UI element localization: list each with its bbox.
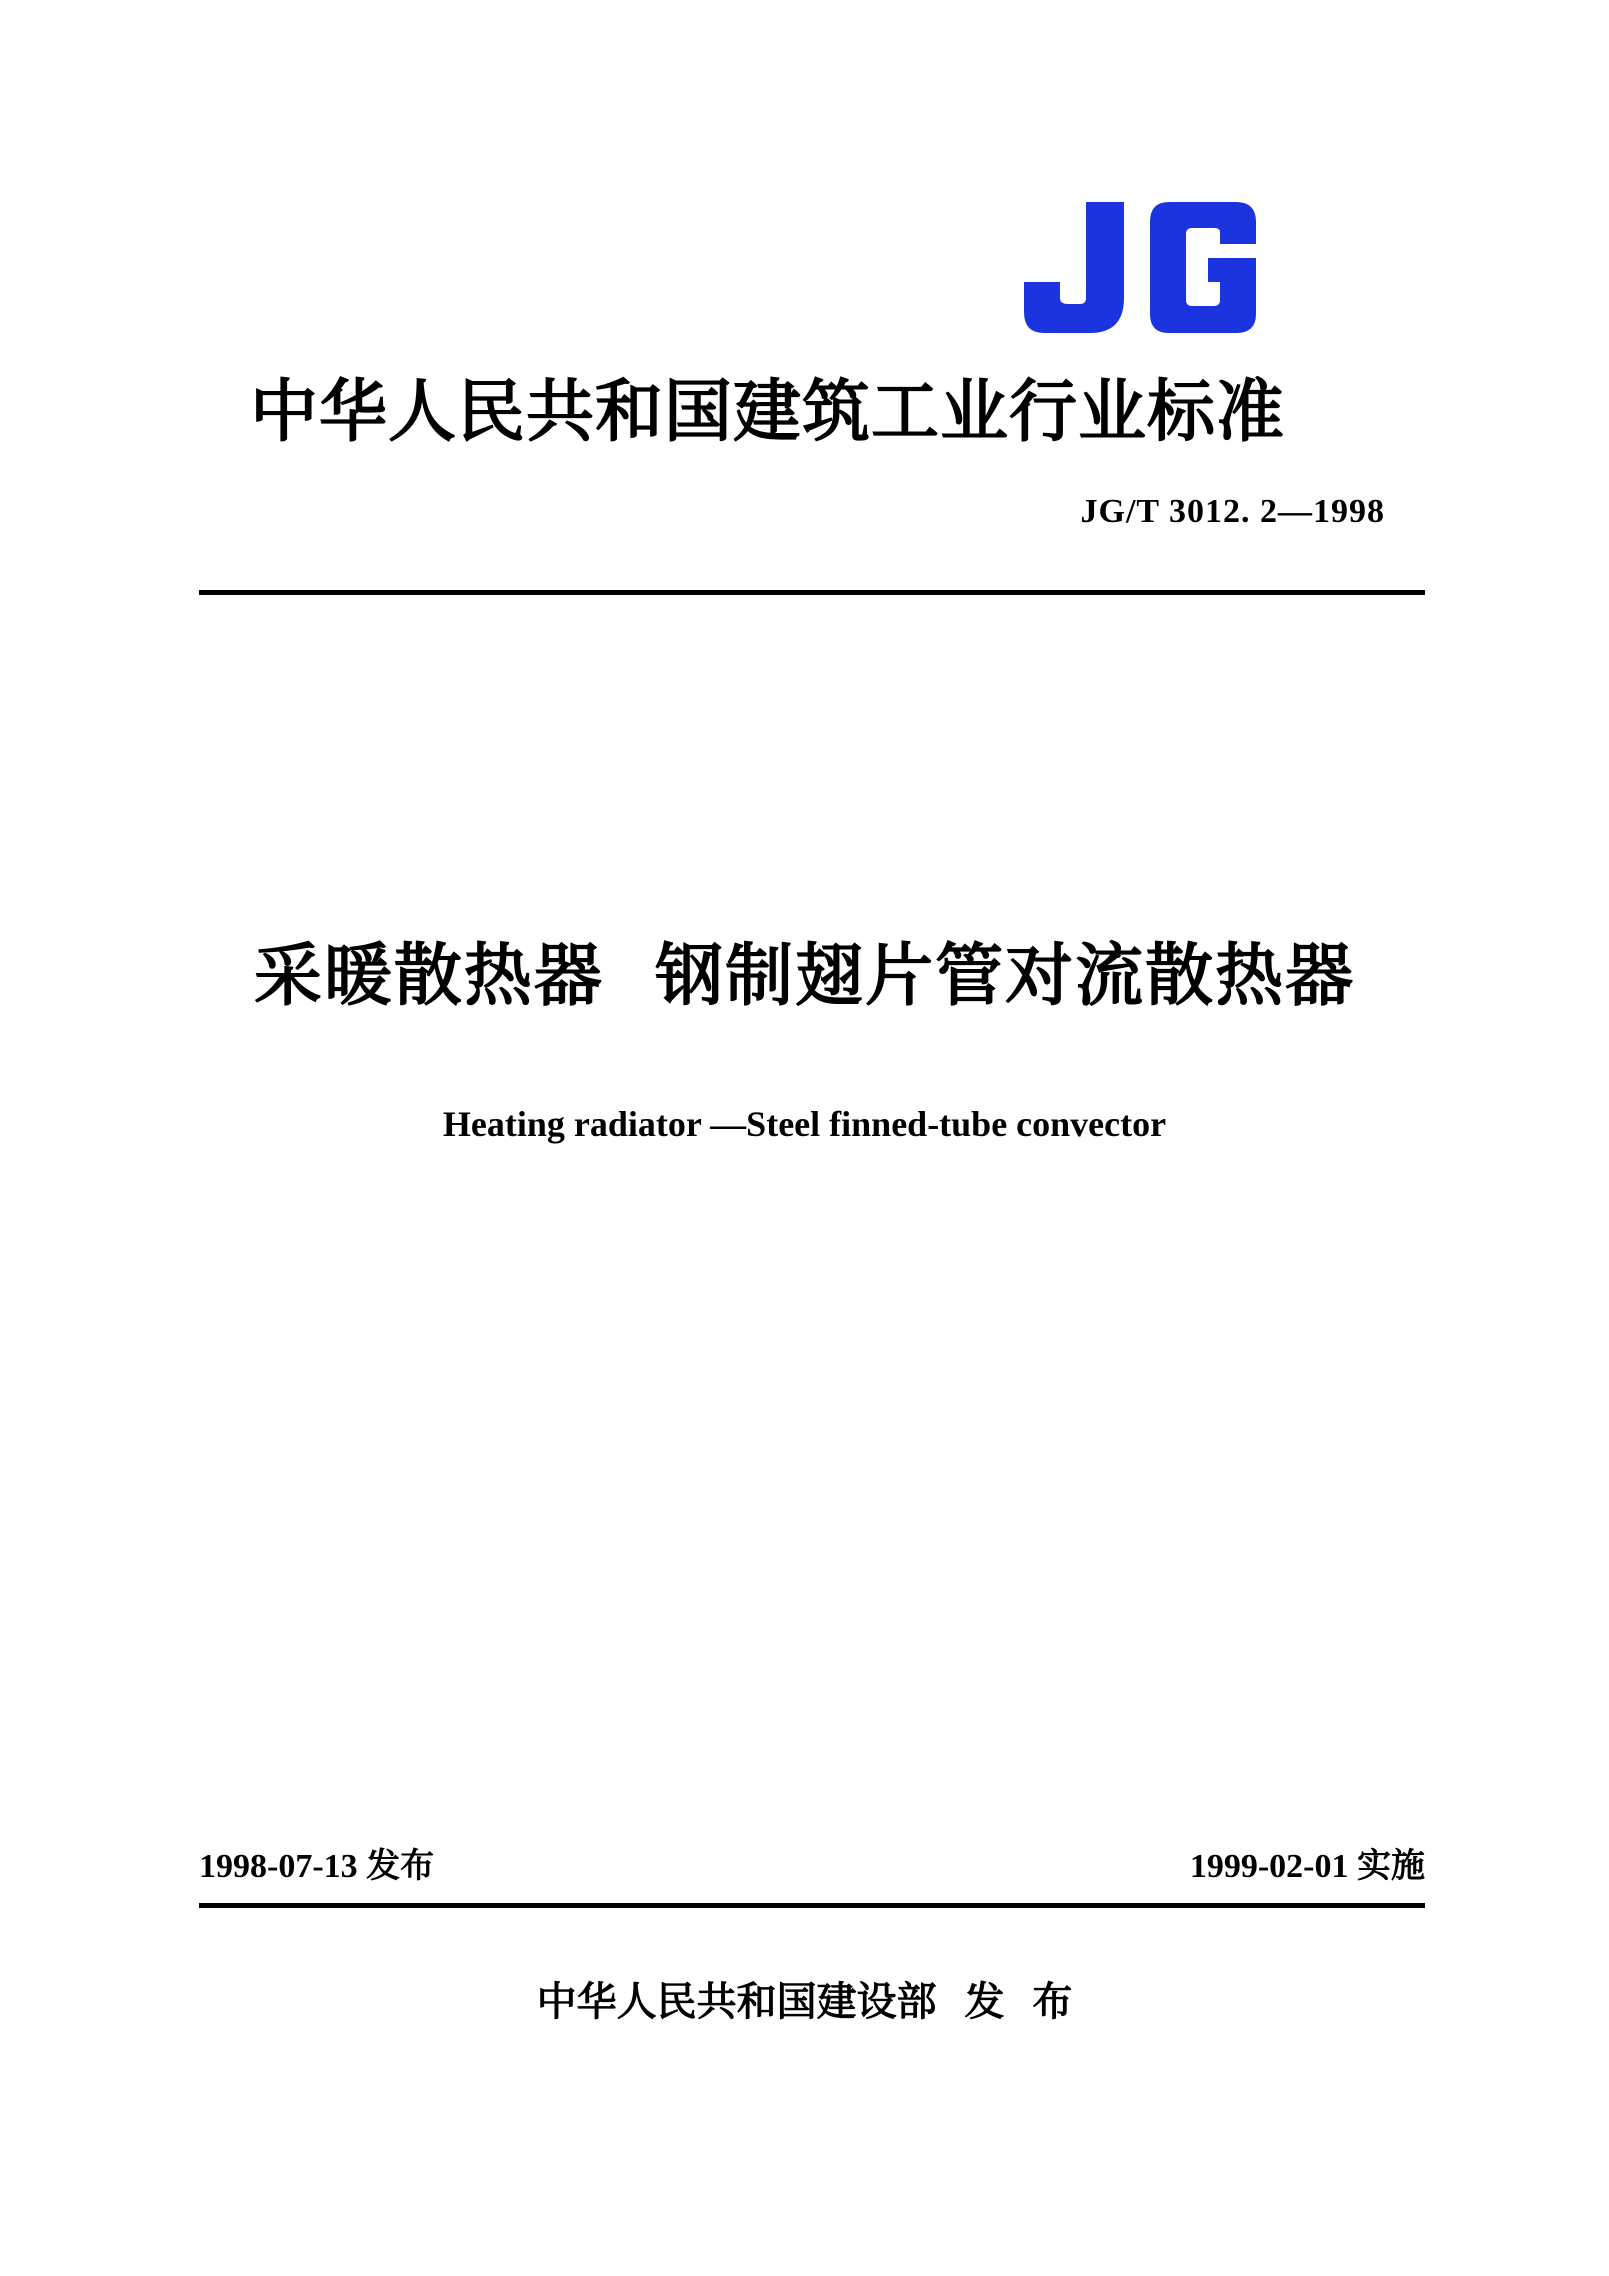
publisher: 中华人民共和国建设部 发 布 [536, 1979, 1073, 2025]
implement-date: 1999-02-01 实施 [1189, 1848, 1425, 1885]
jg-logo-mark [1024, 200, 1256, 335]
standard-number: JG/T 3012. 2—1998 [1080, 493, 1385, 530]
issue-date: 1998-07-13 发布 [199, 1848, 435, 1885]
standard-category: 中华人民共和国建筑工业行业标准 [250, 373, 1286, 452]
bottom-divider [199, 1903, 1425, 1908]
title-chinese: 采暖散热器 钢制翅片管对流散热器 [253, 937, 1356, 1016]
jg-logo [1024, 200, 1256, 335]
top-divider [199, 590, 1425, 595]
title-english: Heating radiator —Steel finned-tube convector [442, 1104, 1167, 1144]
